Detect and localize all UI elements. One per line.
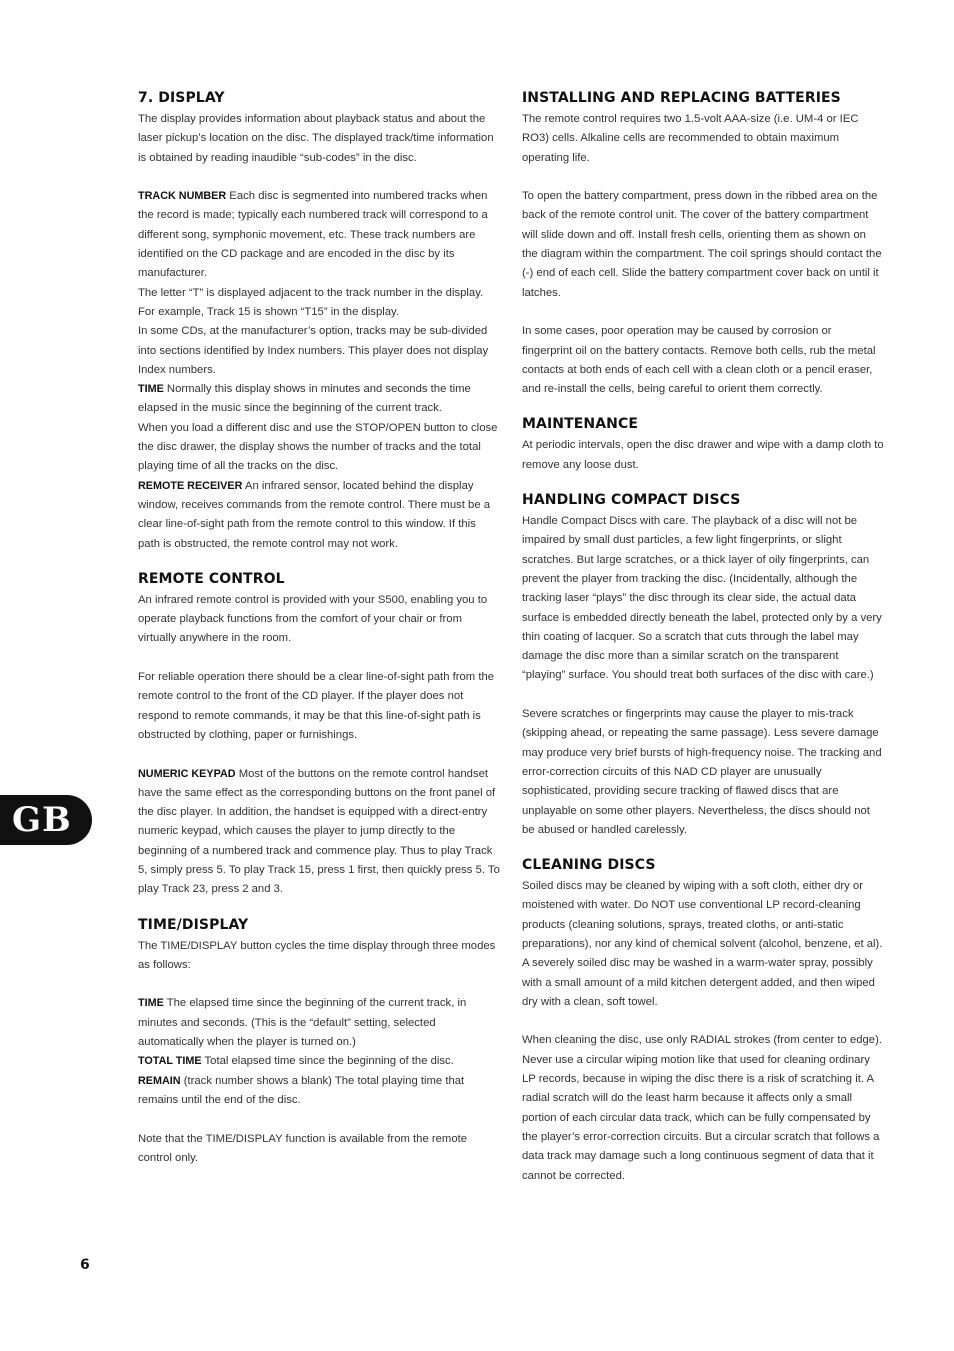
paragraph: In some CDs, at the manufacturer’s option, tracks may be sub-divided into sections identified by Index numbers. This player does not display Index numbers.	[138, 325, 489, 376]
term-text: Each disc is segmented into numbered tracks when the record is made; typically each numbered track will correspond to a different song, symphonic movement, etc. These track numbers are identified on the CD package and are encoded in the disc by its manufacturer.	[138, 190, 488, 280]
paragraph: Soiled discs may be cleaned by wiping with a soft cloth, either dry or moistened with water. Do NOT use conventional LP record-cleaning products (cleaning solutions, sprays, treated cloths, or anti-static preparations), nor any kind of chemical solvent (alcohol, benzene, et al). A severely soiled disc may be washed in a warm-water spray, possibly with a small amount of a mild kitchen detergent added, and then wiped dry with a clean, soft towel.	[522, 880, 883, 1008]
term-text: (track number shows a blank) The total playing time that remains until the end of the disc.	[138, 1074, 465, 1106]
paragraph: The letter “T” is displayed adjacent to the track number in the display. For example, Track 15 is shown “T15” in the display.	[138, 286, 484, 318]
paragraph: Note that the TIME/DISPLAY function is available from the remote control only.	[138, 1132, 468, 1164]
paragraph-remain	[138, 1072, 500, 1111]
section-maintenance	[522, 414, 884, 475]
section-heading: INSTALLING AND REPLACING BATTERIES	[522, 90, 841, 106]
section-batteries	[522, 88, 884, 399]
section-remote-control	[138, 569, 500, 900]
section-heading: HANDLING COMPACT DISCS	[522, 492, 741, 509]
term-label: TRACK NUMBER	[138, 190, 227, 203]
paragraph: The display provides information about playback status and about the laser pickup’s location on the disc. The displayed track/time information is obtained by reading inaudible “sub-codes” in the disc.	[138, 113, 494, 164]
paragraph: When cleaning the disc, use only RADIAL strokes (from center to edge). Never use a circular wiping motion like that used for cleaning ordinary LP records, because in wiping the disc there is a risk of scratching it. A radial scratch will do the least harm because it affects only a small portion of each circular data track, which can be fully compensated by the player’s error-correction circuits. But a circular scratch that follows a data track may damage such a long continuous segment of data that it cannot be corrected.	[522, 1034, 882, 1182]
term-text: An infrared sensor, located behind the display window, receives commands from the remote control. There must be a clear line-of-sight path from the remote control to this window. If this path is obstructed, the remote control may not work.	[138, 479, 491, 550]
section-handling	[522, 490, 884, 840]
term-label: REMAIN	[138, 1074, 181, 1087]
term-text: Normally this display shows in minutes and seconds the time elapsed in the music since the beginning of the current track.	[138, 383, 471, 415]
paragraph: In some cases, poor operation may be caused by corrosion or fingerprint oil on the battery contacts. Remove both cells, rub the metal contacts at both ends of each cell with a clean cloth or a pencil eraser, and re-install the cells, being careful to orient them correctly.	[522, 325, 876, 396]
paragraph: When you load a different disc and use the STOP/OPEN button to close the disc drawer, the display shows the number of tracks and the total playing time of all the tracks on the disc.	[138, 421, 498, 473]
paragraph: For reliable operation there should be a clear line-of-sight path from the remote control to the front of the CD player. If the player does not respond to remote commands, it may be that this line-of-sight path is obstructed by clothing, paper or furnishings.	[138, 671, 495, 741]
section-time-display	[138, 915, 500, 1169]
paragraph: At periodic intervals, open the disc drawer and wipe with a damp cloth to remove any loose dust.	[522, 439, 884, 471]
paragraph-remote-receiver	[138, 477, 500, 554]
paragraph: To open the battery compartment, press down in the ribbed area on the back of the remote control unit. The cover of the battery compartment will slide down and off. Install fresh cells, orienting them as shown on the diagram within the compartment. The coil springs should contact the (-) end of each cell. Slide the battery compartment cover back on until it latches.	[522, 190, 882, 299]
term-text: Most of the buttons on the remote control handset have the same effect as the corresponding buttons on the front panel of the disc player. In addition, the handset is equipped with a direct-entry numeric keypad, which causes the player to jump directly to the beginning of a numbered track and commence play. Thus to play Track 5, simply press 5. To play Track 15, press 1 first, then quickly press 5. To play Track 23, press 2 and 3.	[138, 767, 500, 896]
term-label: TIME	[138, 997, 164, 1010]
left-column	[138, 88, 500, 1183]
paragraph-total-time	[138, 1052, 500, 1071]
term-label: NUMERIC KEYPAD	[138, 767, 236, 780]
section-cleaning	[522, 855, 884, 1186]
paragraph: An infrared remote control is provided with your S500, enabling you to operate playback functions from the comfort of your chair or from virtually anywhere in the room.	[138, 593, 488, 645]
paragraph: Severe scratches or fingerprints may cause the player to mis-track (skipping ahead, or repeating the same passage). Less severe damage may produce very brief bursts of high-frequency noise. The tracking and error-correction circuits of this NAD CD player are unusually sophisticated, providing secure tracking of flawed discs that are unplayable on some other players. Nevertheless, the discs should not be abused or handled carelessly.	[522, 708, 882, 836]
page-number: 6	[80, 1257, 90, 1273]
paragraph-track-number	[138, 187, 500, 283]
right-column	[522, 88, 884, 1201]
language-tab	[0, 795, 92, 845]
term-text: The elapsed time since the beginning of the current track, in minutes and seconds. (This is the “default” setting, selected automatically when the player is turned on.)	[138, 997, 467, 1049]
paragraph-time-mode	[138, 994, 500, 1052]
paragraph: The TIME/DISPLAY button cycles the time display through three modes as follows:	[138, 939, 496, 971]
section-heading: CLEANING DISCS	[522, 857, 656, 874]
section-heading: MAINTENANCE	[522, 416, 639, 433]
term-label: REMOTE RECEIVER	[138, 479, 243, 492]
term-label: TIME	[138, 383, 164, 396]
term-text: Total elapsed time since the beginning of the disc.	[201, 1055, 454, 1068]
paragraph: The remote control requires two 1.5-volt AAA-size (i.e. UM-4 or IEC RO3) cells. Alkaline cells are recommended to obtain maximum operating life.	[522, 113, 859, 164]
section-heading: 7. DISPLAY	[138, 90, 225, 106]
section-heading: TIME/DISPLAY	[138, 916, 249, 933]
paragraph: Handle Compact Discs with care. The playback of a disc will not be impaired by small dust particles, a few light fingerprints, or slight scratches. But large scratches, or a thick layer of oily fingerprints, can prevent the player from tracking the disc. (Incidentally, although the tracking laser “plays” the disc through its clear side, the actual data surface is embedded directly beneath the label, protected only by a very thin coating of lacquer. So a scratch that cuts through the label may damage the disc more than a similar scratch on the transparent “playing” surface. You should treat both surfaces of the disc with care.)	[522, 515, 882, 682]
section-heading: REMOTE CONTROL	[138, 570, 285, 587]
language-tab-label: GB	[12, 800, 72, 840]
paragraph-time	[138, 380, 500, 419]
term-label: TOTAL TIME	[138, 1055, 202, 1068]
section-display	[138, 88, 500, 554]
paragraph-numeric-keypad	[138, 765, 500, 900]
